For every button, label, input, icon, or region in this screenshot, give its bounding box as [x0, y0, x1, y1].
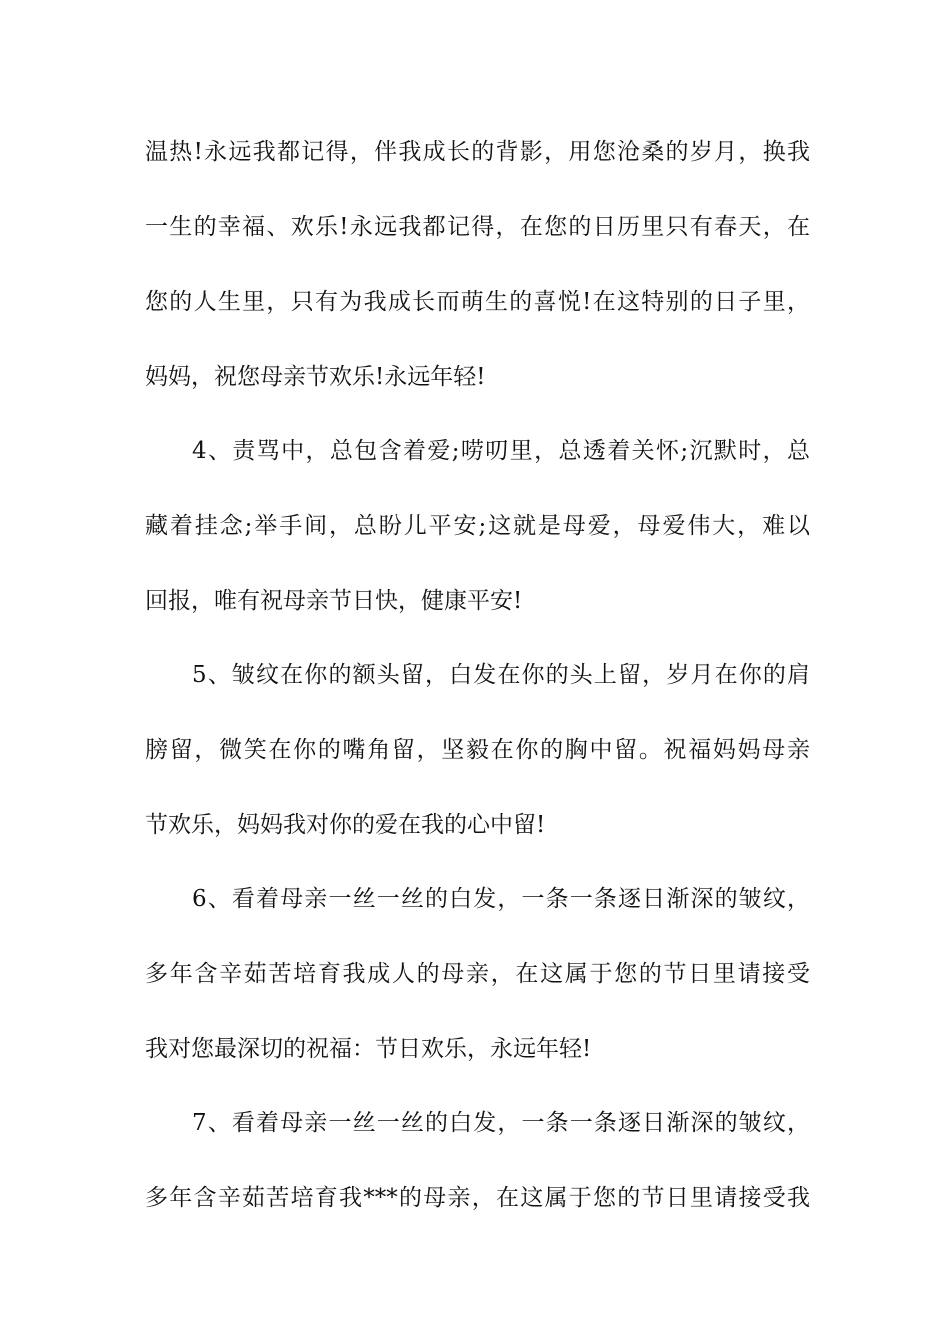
- text-line: 节欢乐，妈妈我对你的爱在我的心中留!: [145, 812, 546, 838]
- paragraph-5-first-line: 5、皱纹在你的额头留，白发在你的头上留，岁月在你的肩: [192, 662, 810, 688]
- text-line: 我对您最深切的祝福：节日欢乐，永远年轻!: [145, 1036, 592, 1062]
- text-line: 多年含辛茹苦培育我成人的母亲，在这属于您的节日里请接受: [145, 961, 810, 987]
- paragraph-7-first-line: 7、看着母亲一丝一丝的白发，一条一条逐日渐深的皱纹，: [192, 1110, 810, 1136]
- text-line: 回报，唯有祝母亲节日快，健康平安!: [145, 588, 523, 614]
- text-line: 一生的幸福、欢乐!永远我都记得，在您的日历里只有春天，在: [145, 214, 810, 240]
- text-line: 多年含辛茹苦培育我***的母亲，在这属于您的节日里请接受我: [145, 1185, 810, 1211]
- text-line: 膀留，微笑在你的嘴角留，坚毅在你的胸中留。祝福妈妈母亲: [145, 737, 810, 763]
- text-line: 妈妈，祝您母亲节欢乐!永远年轻!: [145, 364, 486, 390]
- paragraph-4-first-line: 4、责骂中，总包含着爱;唠叨里，总透着关怀;沉默时，总: [192, 438, 810, 464]
- text-line: 藏着挂念;举手间，总盼儿平安;这就是母爱，母爱伟大，难以: [145, 513, 810, 539]
- paragraph-6-first-line: 6、看着母亲一丝一丝的白发，一条一条逐日渐深的皱纹，: [192, 886, 810, 912]
- text-line: 温热!永远我都记得，伴我成长的背影，用您沧桑的岁月，换我: [145, 139, 810, 165]
- text-line: 您的人生里，只有为我成长而萌生的喜悦!在这特别的日子里，: [145, 289, 810, 315]
